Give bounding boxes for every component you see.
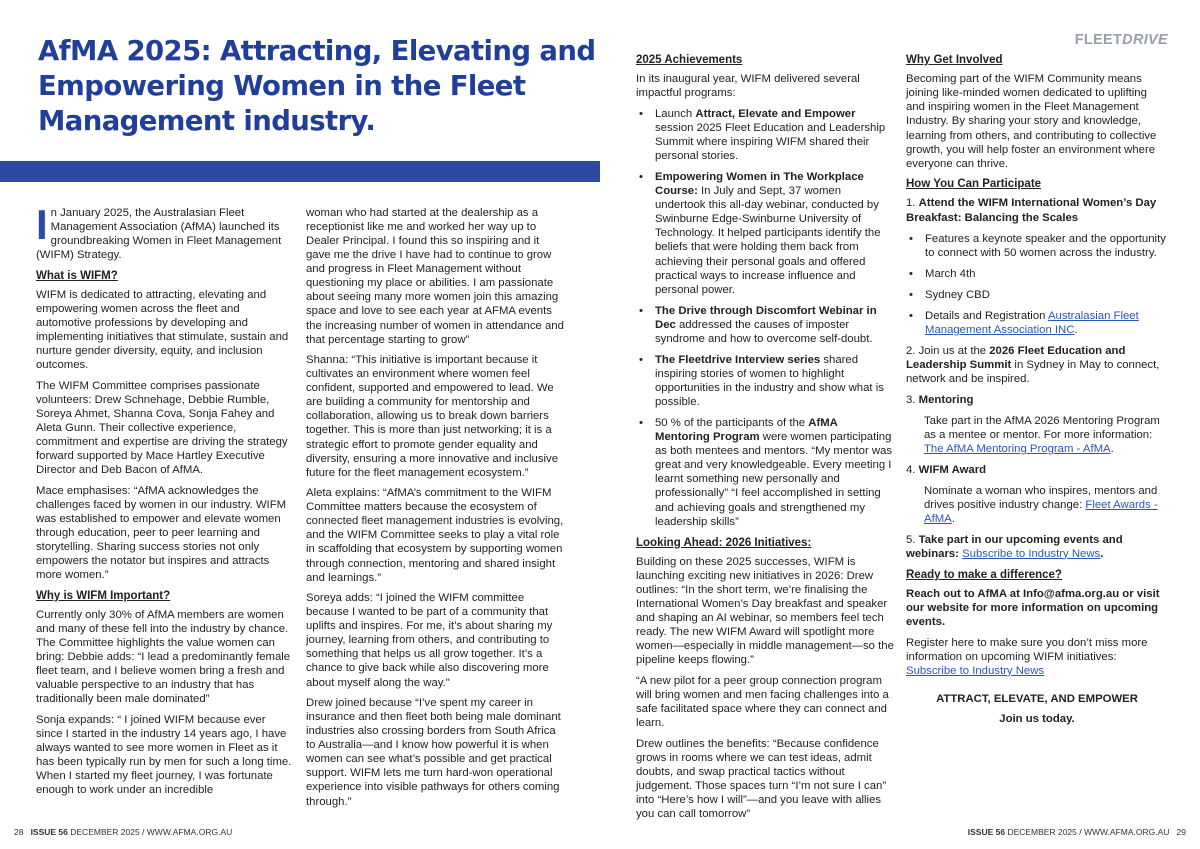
issue-label-left: ISSUE 56: [30, 827, 68, 837]
footer-left-text: DECEMBER 2025 / WWW.AFMA.ORG.AU: [67, 827, 233, 837]
column-4: [906, 50, 1168, 733]
article-title: AfMA 2025: Attracting, Elevating and Empowering Women in the Fleet Management industry.: [38, 35, 596, 137]
list-item: • 50 % of the participants of the AfMA Mentoring Program were women participating as both mentees and mentors. “My mentor was great and very knowledgeable. Every meeting I learnt something new personally and professionally” “I feel accomplished in setting and achieving goals and strengthened my leadership skills”: [636, 416, 894, 529]
footer-left: [14, 827, 232, 838]
step-4-text: Nominate a woman who inspires, mentors and drives positive industry change: Fleet Awards - AfMA.: [924, 484, 1158, 526]
paragraph-soreya: Soreya adds: “I joined the WIFM committee because I wanted to be part of a community that uplifts and inspires. For me, it’s about sharing my journey, learning from others, and contributing to something that helps us all grow together. It’s a chance to give back while also discovering more about myself along the way.": [306, 592, 553, 689]
list-item: • Launch Attract, Elevate and Empower session 2025 Fleet Education and Leadership Summit where inspiring WIFM shared their personal stories.: [636, 107, 894, 163]
brand-part-2: DRIVE: [1122, 32, 1168, 48]
list-item: • Empowering Women in The Workplace Course: In July and Sept, 37 women undertook this all-day webinar, conducted by Swinburne Edge-Swinburne University of Technology. It helped participants identify the beliefs that were holding them back from achieving their personal goals and offered practical ways to increase influence and personal power.: [636, 170, 894, 297]
footer-right: [968, 827, 1186, 838]
step-1: 1. Attend the WIFM International Women’s Day Breakfast: Balancing the Scales: [906, 197, 1157, 224]
intro-text: n January 2025, the Australasian Fleet Management Association (AfMA) launched its groundbreaking Women in Fleet Management (WIFM) Strategy.: [36, 207, 282, 262]
page-number-left: 28: [14, 827, 24, 837]
mentoring-program-link[interactable]: The AfMA Mentoring Program - AfMA: [924, 443, 1111, 456]
paragraph-mace: Mace emphasises: “AfMA acknowledges the challenges faced by women in our industry. WIFM was established to empower and elevate women through education, peer to peer learning and storytelling. Sharing success stories not only empowers the notator but inspires and attracts more women.”: [36, 484, 287, 582]
paragraph-why: Currently only 30% of AfMA members are women and many of these fell into the industry by chance. The Committee highlights the value women can bring: Debbie adds: “I lead a predominantly female fleet team, and I believe women bring a fresh and valuable perspective to an industry that has traditionally been male dominated”: [36, 609, 291, 706]
list-item: • Sydney CBD: [906, 288, 1168, 302]
paragraph-involved: Becoming part of the WIFM Community means joining like-minded women dedicated to uplifting and inspiring women in the Fleet Management Industry. By sharing your story and knowledge, learning from others, and contributing to collective growth, you will help foster an environment where everyone can thrive.: [906, 73, 1157, 170]
step-5: 5. Take part in our upcoming events and webinars: Subscribe to Industry News.: [906, 533, 1123, 560]
paragraph-register: Register here to make sure you don’t miss more information on upcoming WIFM initiatives: Subscribe to Industry News: [906, 636, 1148, 677]
fleet-awards-link[interactable]: Fleet Awards - AfMA: [924, 499, 1158, 526]
paragraph-aleta: Aleta explains: “AfMA’s commitment to the WIFM Committee matters because the ecosystem of connected fleet management industries is evolving, and the WIFM Committee seeks to play a vital role in scaffolding that ecosystem by supporting women through connection, mentoring and shared insight and learnings.”: [306, 487, 564, 584]
paragraph-pilot: “A new pilot for a peer group connection program will bring women and men facing challenges into a safe facilitated space where they can connect and learn.: [636, 674, 889, 730]
heading-why-important: Why is WIFM Important?: [36, 589, 171, 602]
list-item: • The Drive through Discomfort Webinar in Dec addressed the causes of imposter syndrome and how to overcome self-doubt.: [636, 304, 894, 346]
list-item: • Details and Registration Australasian Fleet Management Association INC.: [906, 309, 1168, 337]
heading-ready: Ready to make a difference?: [906, 568, 1062, 581]
title-bar-divider: [0, 161, 600, 182]
subscribe-news-link-2[interactable]: Subscribe to Industry News: [906, 664, 1045, 677]
paragraph-ahead: Building on these 2025 successes, WIFM is launching exciting new initiatives in 2026: Drew outlines: “In the short term, we’re finalising the International Women’s Day breakfast and speaker and shaping an AI webinar, so members feel tech ready. The new WIFM Award will spotlight more women—especially in middle management—so the pipeline keeps flowing.”: [636, 555, 894, 667]
step-1-list: [906, 232, 1168, 337]
column-2: [306, 206, 564, 815]
paragraph-shanna: Shanna: “This initiative is important because it cultivates an environment where women feel confident, supported and empowered to lead. We are building a community for mentorship and collaboration, allowing us to break down barriers together. This is more than just networking; it is a strategic effort to promote gender equality and diversity, ensuring a more innovative and inclusive future for the fleet management ecosystem.”: [306, 354, 558, 479]
paragraph-committee: The WIFM Committee comprises passionate volunteers: Drew Schnehage, Debbie Rumble, Soreya Ahmet, Shanna Cova, Sonja Fahey and Aleta Gunn. Their collective experience, commitment and expertise are driving the strategy forward supported by Mace Hartley Executive Director and Deb Bacon of AfMA.: [36, 379, 288, 477]
dropcap: I: [36, 201, 48, 248]
paragraph-benefits: Drew outlines the benefits: “Because confidence grows in rooms where we can test ideas, admit doubts, and swap practical tactics without judgement. Those spaces turn “I’m not sure I can” into “Here’s how I will”—and you leave with allies you can call tomorrow”: [636, 737, 887, 820]
paragraph-reach-out: Reach out to AfMA at Info@afma.org.au or visit our website for more information on upcoming events.: [906, 588, 1160, 629]
intro-paragraph: [36, 201, 293, 262]
paragraph-achievements: In its inaugural year, WIFM delivered several impactful programs:: [636, 73, 860, 100]
footer-right-text: DECEMBER 2025 / WWW.AFMA.ORG.AU: [1005, 827, 1170, 837]
column-1: [36, 201, 293, 804]
brand-part-1: FLEET: [1074, 32, 1123, 48]
paragraph-drew: Drew joined because “I’ve spent my career in insurance and then fleet both being male dominant industries also crossing borders from South Africa to Australia—and I know how powerful it is when women can see what’s possible and get practical support. WIFM lets me turn hard-won operational experience into visible pathways for others coming through.”: [306, 697, 561, 808]
achievements-list: [636, 107, 894, 529]
step-4: 4. WIFM Award: [906, 463, 987, 476]
paragraph-sonja: Sonja expands: “ I joined WIFM because ever since I started in the industry 14 years ago, I have always wanted to see more women in Fleet as it has been typically run by men for such a long time. When I started my fleet journey, I was fortunate enough to work under an incredible: [36, 713, 292, 797]
tagline: ATTRACT, ELEVATE, AND EMPOWER: [936, 692, 1138, 705]
list-item: • Features a keynote speaker and the opportunity to connect with 50 women across the industry.: [906, 232, 1168, 260]
list-item: • March 4th: [906, 267, 1168, 281]
subscribe-news-link[interactable]: Subscribe to Industry News: [962, 547, 1101, 560]
heading-why-get-involved: Why Get Involved: [906, 54, 1003, 66]
step-3: 3. Mentoring: [906, 394, 974, 407]
issue-label-right: ISSUE 56: [967, 827, 1006, 837]
afma-registration-link[interactable]: Australasian Fleet Management Association INC: [925, 309, 1139, 336]
column-3: [636, 50, 894, 828]
heading-achievements: 2025 Achievements: [636, 54, 743, 66]
paragraph-what: WIFM is dedicated to attracting, elevating and empowering women across the fleet and automotive professions by developing and implementing initiatives that stimulate, sustain and nurture gender diversity, equity, and inclusion outcomes.: [36, 289, 289, 372]
step-2: 2. Join us at the 2026 Fleet Education and Leadership Summit in Sydney in May to connect, network and be inspired.: [906, 344, 1160, 386]
step-3-text: Take part in the AfMA 2026 Mentoring Program as a mentee or mentor. For more information: The AfMA Mentoring Program - AfMA.: [924, 415, 1160, 456]
heading-how-participate: How You Can Participate: [906, 178, 1042, 191]
paragraph-sonja-continued: woman who had started at the dealership as a receptionist like me and worked her way up to Dealer Principal. I found this so inspiring and it gave me the drive I have had to continue to grow and progress in Fleet Management without questioning my place or abilities. I am passionate about seeing many more women join this amazing space and love to see each year at AFMA events the increasing number of women in attendance and that percentage starting to grow”: [306, 207, 564, 346]
fleetdrive-logo: [1075, 32, 1168, 50]
list-item: • The Fleetdrive Interview series shared inspiring stories of women to highlight opportunities in the industry and show what is possible.: [636, 353, 894, 409]
heading-looking-ahead: Looking Ahead: 2026 Initiatives:: [636, 536, 812, 549]
heading-what-is-wifm: What is WIFM?: [36, 269, 118, 282]
page-number-right: 29: [1176, 827, 1186, 837]
join-us-text: Join us today.: [999, 713, 1075, 726]
